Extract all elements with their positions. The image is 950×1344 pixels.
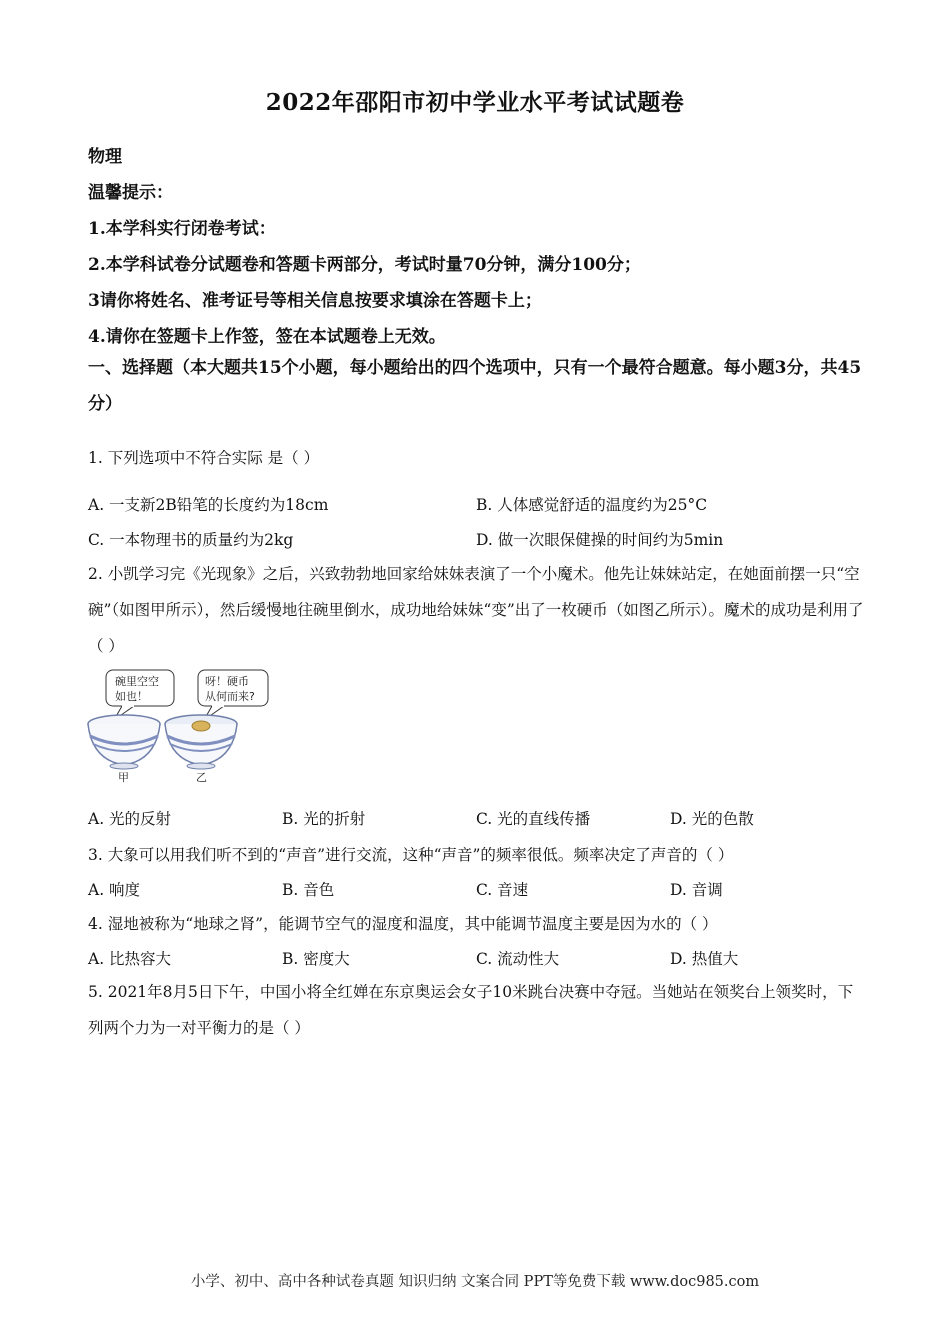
section-heading: 一、选择题（本大题共15个小题，每小题给出的四个选项中，只有一个最符合题意。每小题3分，共45分） — [88, 358, 862, 414]
question-2-option-c: C. 光的直线传播 — [476, 810, 591, 828]
question-4-option-d: D. 热值大 — [670, 950, 739, 968]
bowl-figure — [84, 668, 284, 788]
speech-bubble-left — [106, 670, 174, 720]
question-3-option-d: D. 音调 — [670, 881, 723, 899]
tip-3: 3请你将姓名、准考证号等相关信息按要求填涂在答题卡上； — [88, 291, 542, 311]
question-3-option-b: B. 音色 — [282, 881, 335, 899]
question-1-option-b: B. 人体感觉舒适的温度约为25°C — [476, 496, 708, 514]
question-1-option-d: D. 做一次眼保健操的时间约为5min — [476, 531, 724, 549]
question-4-option-b: B. 密度大 — [282, 950, 350, 968]
question-2-option-d: D. 光的色散 — [670, 810, 754, 828]
question-1-stem: 1. 下列选项中不符合实际 是（ ） — [88, 449, 320, 467]
question-3-stem: 3. 大象可以用我们听不到的“声音”进行交流，这种“声音”的频率很低。频率决定了声音的（ ） — [88, 846, 734, 864]
question-5-stem: 5. 2021年8月5日下午，中国小将全红婵在东京奥运会女子10米跳台决赛中夺冠。当她站在领奖台上领奖时，下列两个力为一对平衡力的是（ ） — [88, 983, 854, 1037]
bowl-left-empty — [88, 715, 160, 784]
question-2-stem: 2. 小凯学习完《光现象》之后，兴致勃勃地回家给妹妹表演了一个小魔术。他先让妹妹站定，在她面前摆一只“空碗”（如图甲所示），然后缓慢地往碗里倒水，成功地给妹妹“变”出了一枚硬币（如图乙所示）。魔术的成功是利用了（ ） — [88, 565, 864, 655]
coin-icon — [192, 721, 210, 731]
question-1-option-c: C. 一本物理书的质量约为2kg — [88, 531, 294, 549]
figure-label-jia: 甲 — [118, 771, 129, 784]
figure-label-yi: 乙 — [196, 771, 207, 784]
exam-title: 2022年邵阳市初中学业水平考试试题卷 — [265, 89, 685, 116]
bubble-left-text-2: 如也！ — [115, 690, 148, 703]
bubble-right-text-1: 呀！硬币 — [205, 675, 249, 688]
question-4-option-c: C. 流动性大 — [476, 950, 560, 968]
question-1-option-a: A. 一支新2B铅笔的长度约为18cm — [88, 496, 329, 514]
question-3-option-a: A. 响度 — [88, 881, 141, 899]
page-footer: 小学、初中、高中各种试卷真题 知识归纳 文案合同 PPT等免费下载 www.doc985.com — [190, 1274, 760, 1290]
question-2-option-b: B. 光的折射 — [282, 810, 366, 828]
tip-2: 2.本学科试卷分试题卷和答题卡两部分，考试时量70分钟，满分100分； — [88, 255, 641, 275]
question-4-stem: 4. 湿地被称为“地球之肾”，能调节空气的湿度和温度，其中能调节温度主要是因为水的（ ） — [88, 915, 718, 933]
question-2-option-a: A. 光的反射 — [88, 810, 172, 828]
tips-heading: 温馨提示： — [88, 183, 173, 203]
question-3-option-c: C. 音速 — [476, 881, 529, 899]
question-4-option-a: A. 比热容大 — [88, 950, 172, 968]
tip-4: 4.请你在签题卡上作签，签在本试题卷上无效。 — [88, 327, 446, 347]
tip-1: 1.本学科实行闭卷考试： — [88, 219, 276, 239]
speech-bubble-right — [198, 670, 268, 720]
bowl-right-with-coin — [165, 715, 237, 784]
bubble-right-text-2: 从何而来? — [205, 690, 255, 703]
bubble-left-text-1: 碗里空空 — [115, 675, 159, 688]
subject-label: 物理 — [88, 147, 122, 167]
